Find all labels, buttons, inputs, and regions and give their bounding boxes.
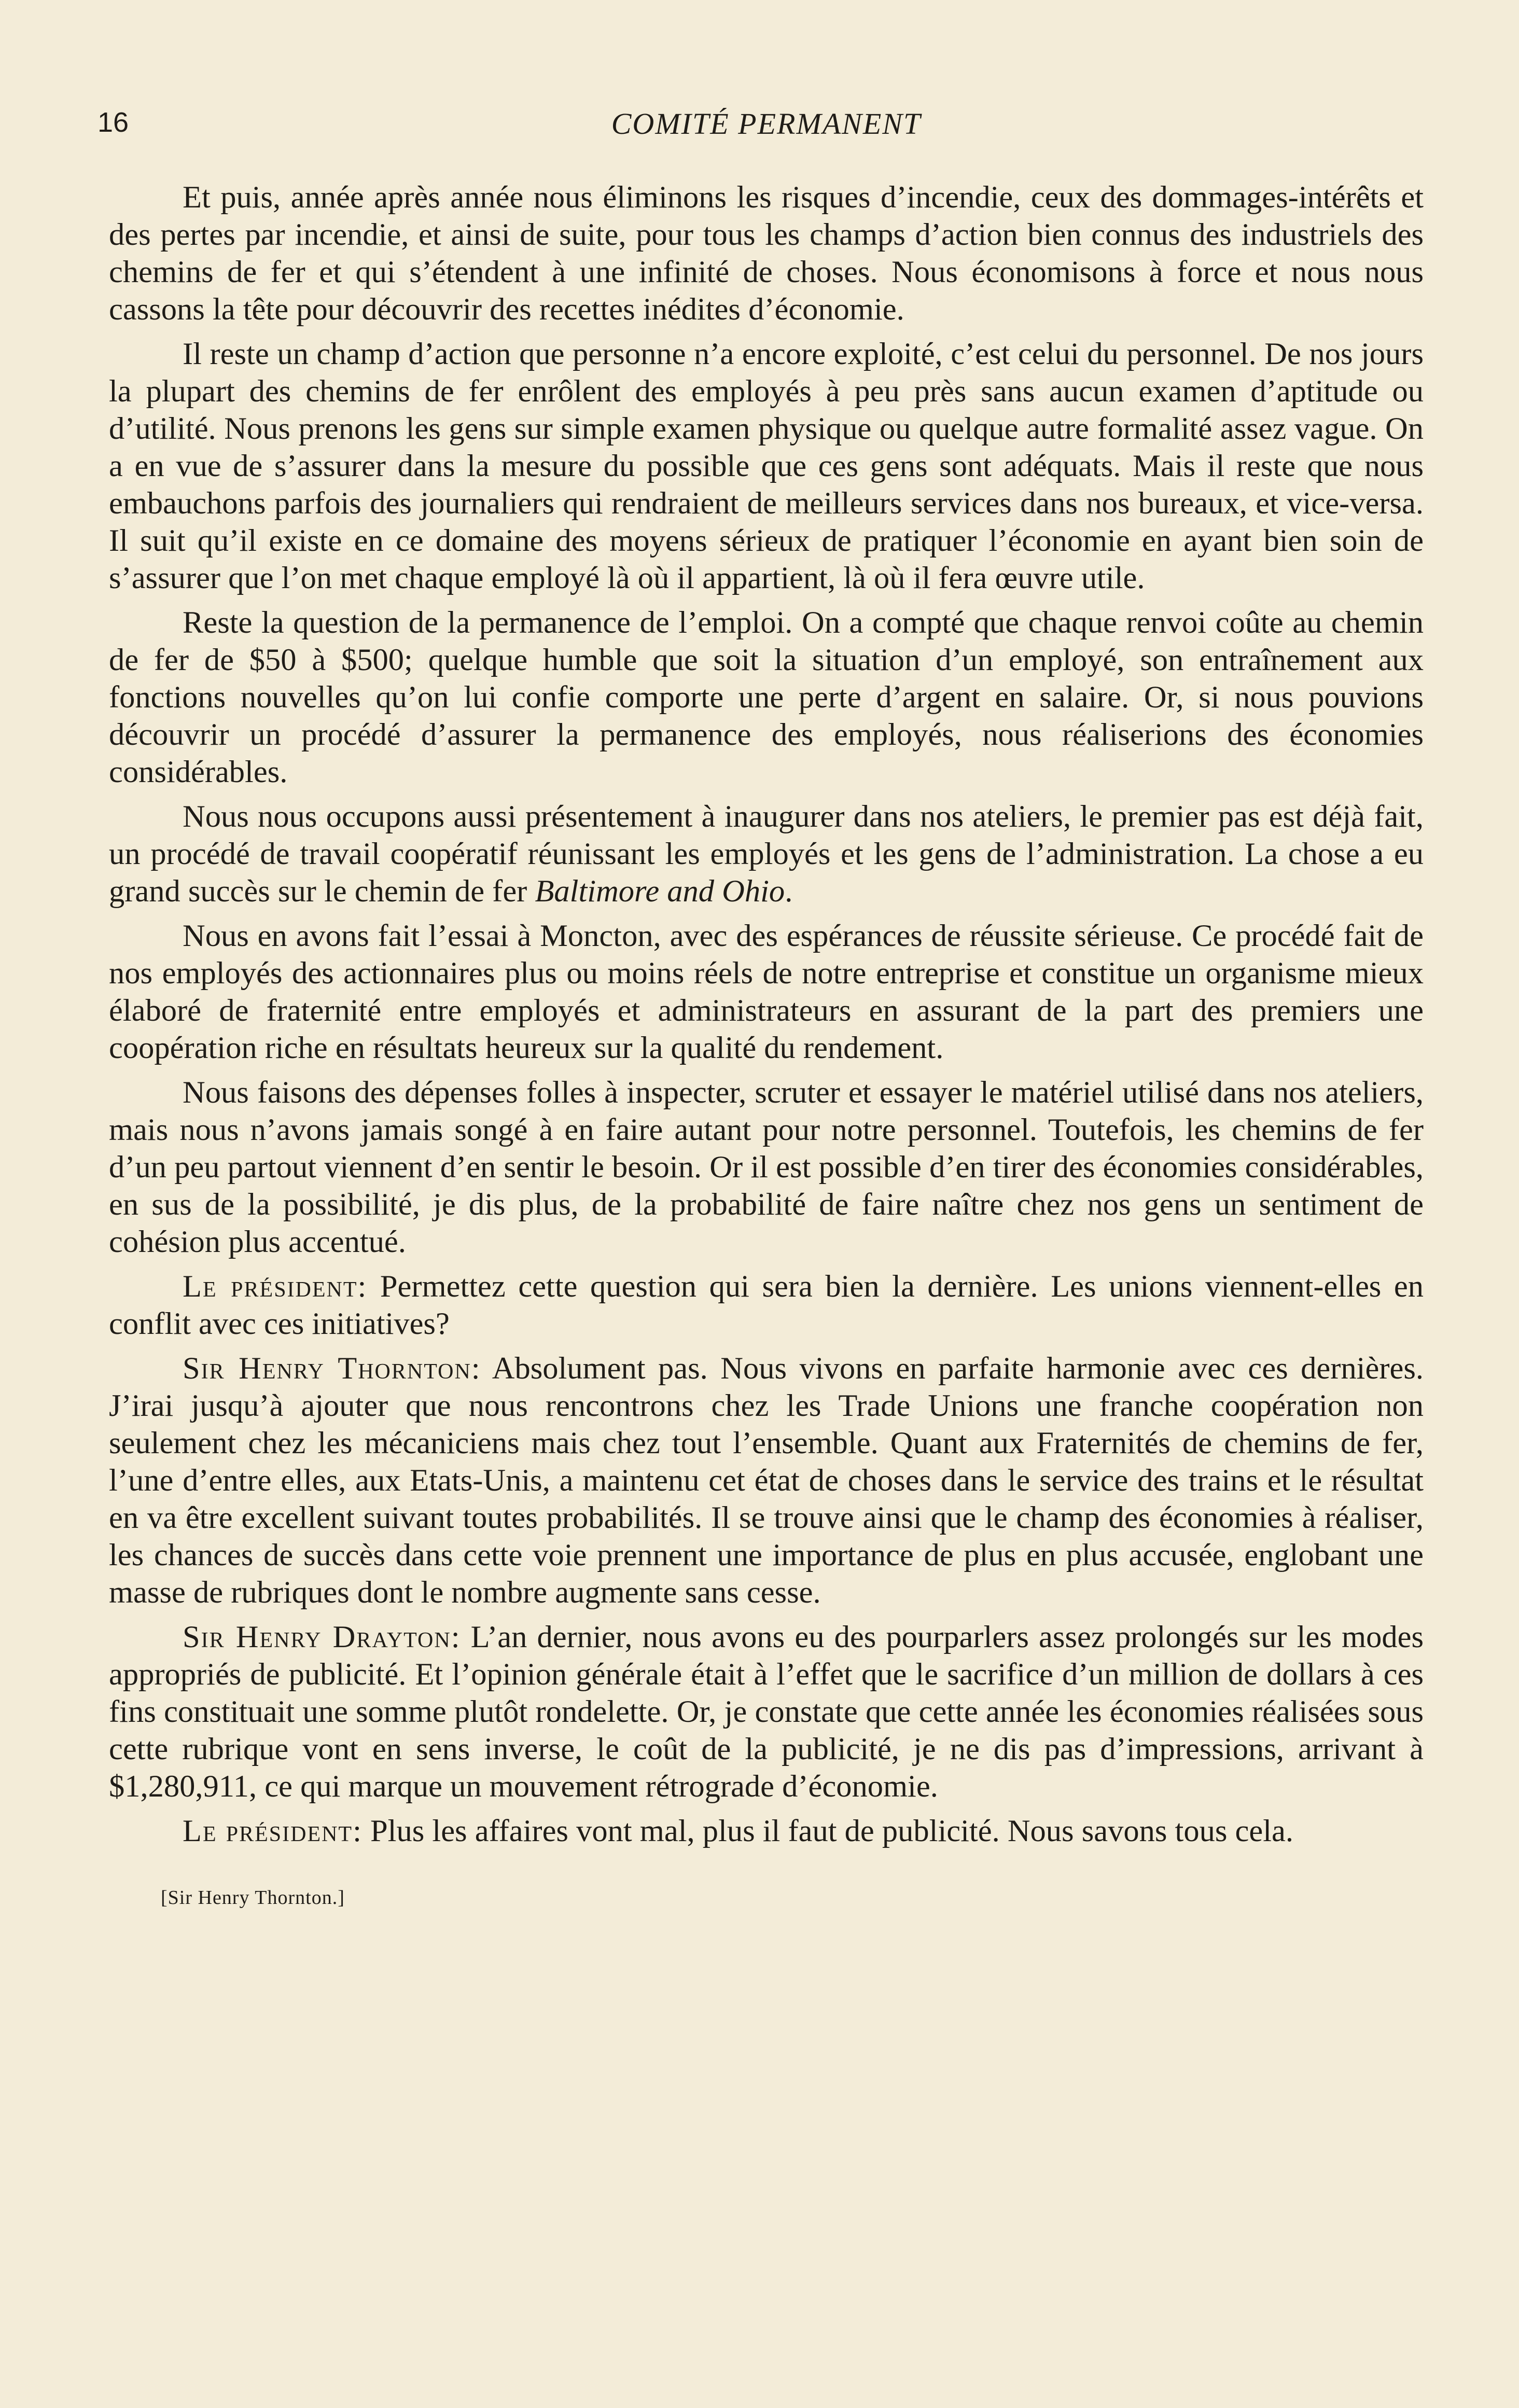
- paragraph-text: L’an dernier, nous avons eu des pourparlers assez prolongés sur les modes appropriés de publicité. Et l’opinion générale était à l’effet que le sacrifice d’un million de dollars à ces fins constituait une somme plutôt rondelette. Or, je constate que cette année les économies réalisées sous cette rubrique vont en sens inverse, le coût de la publicité, je ne dis pas d’impressions, arrivant à $1,280,911, ce qui marque un mouvement rétrograde d’économie.: [109, 1620, 1424, 1804]
- speaker-name: Sir Henry Thornton:: [183, 1351, 481, 1386]
- paragraph-9: [109, 1619, 1424, 1805]
- footer-note: [Sir Henry Thornton.]: [161, 1887, 345, 1909]
- paragraph-3: [109, 604, 1424, 791]
- paragraph-text: Permettez cette question qui sera bien la dernière. Les unions viennent-elles en conflit avec ces initiatives?: [109, 1269, 1424, 1341]
- paragraph-2: [109, 336, 1424, 597]
- paragraph-text-end: .: [785, 874, 793, 909]
- running-header: [97, 106, 1424, 153]
- paragraph-4: [109, 798, 1424, 910]
- paragraph-text: Plus les affaires vont mal, plus il faut de publicité. Nous savons tous cela.: [362, 1814, 1293, 1848]
- paragraph-1: [109, 179, 1424, 328]
- body-text: [109, 179, 1424, 1850]
- paragraph-text: Il reste un champ d’action que personne n’a encore exploité, c’est celui du personnel. De nos jours la plupart des chemins de fer enrôlent des employés à peu près sans aucun examen d’aptitude ou d’utilité. Nous prenons les gens sur simple examen physique ou quelque autre formalité assez vague. On a en vue de s’assurer dans la mesure du possible que ces gens sont adéquats. Mais il reste que nous embauchons parfois des journaliers qui rendraient de meilleurs services dans nos bureaux, et vice-versa. Il suit qu’il existe en ce domaine des moyens sérieux de pratiquer l’économie en ayant bien soin de s’assurer que l’on met chaque employé là où il appartient, là où il fera œuvre utile.: [109, 337, 1424, 595]
- paragraph-text: Nous nous occupons aussi présentement à inaugurer dans nos ateliers, le premier pas est déjà fait, un procédé de travail coopératif réunissant les employés et les gens de l’administration. La chose a eu grand succès sur le chemin de fer: [109, 799, 1424, 909]
- paragraph-text: Et puis, année après année nous éliminons les risques d’incendie, ceux des dommages-intérêts et des pertes par incendie, et ainsi de suite, pour tous les champs d’action bien connus des industriels des chemins de fer et qui s’étendent à une infinité de choses. Nous économisons à force et nous nous cassons la tête pour découvrir des recettes inédites d’économie.: [109, 180, 1424, 327]
- paragraph-text: Nous en avons fait l’essai à Moncton, avec des espérances de réussite sérieuse. Ce procédé fait de nos employés des actionnaires plus ou moins réels de notre entreprise et constitue un organisme mieux élaboré de fraternité entre employés et administrateurs en assurant de la part des premiers une coopération riche en résultats heureux sur la qualité du rendement.: [109, 918, 1424, 1065]
- paragraph-8: [109, 1350, 1424, 1611]
- speaker-name: Le président:: [183, 1814, 363, 1848]
- paragraph-text: Absolument pas. Nous vivons en parfaite harmonie avec ces dernières. J’irai jusqu’à ajouter que nous rencontrons chez les Trade Unions une franche coopération non seulement chez les mécaniciens mais chez tout l’ensemble. Quant aux Fraternités de chemins de fer, l’une d’entre elles, aux Etats-Unis, a maintenu cet état de choses dans le service des trains et le résultat en va être excellent suivant toutes probabilités. Il se trouve ainsi que le champ des économies à réaliser, les chances de succès dans cette voie prennent une importance de plus en plus accusée, englobant une masse de rubriques dont le nombre augmente sans cesse.: [109, 1351, 1424, 1610]
- paragraph-text: Reste la question de la permanence de l’emploi. On a compté que chaque renvoi coûte au chemin de fer de $50 à $500; quelque humble que soit la situation d’un employé, son entraînement aux fonctions nouvelles qu’on lui confie comporte une perte d’argent en salaire. Or, si nous pouvions découvrir un procédé d’assurer la permanence des employés, nous réaliserions des économies considérables.: [109, 605, 1424, 789]
- paragraph-6: [109, 1074, 1424, 1261]
- paragraph-10: [109, 1813, 1424, 1850]
- paragraph-5: [109, 917, 1424, 1067]
- paragraph-7: [109, 1268, 1424, 1343]
- railway-name: Baltimore and Ohio: [535, 874, 785, 909]
- page-number: 16: [97, 107, 129, 138]
- paragraph-text: Nous faisons des dépenses folles à inspecter, scruter et essayer le matériel utilisé dans nos ateliers, mais nous n’avons jamais songé à en faire autant pour notre personnel. Toutefois, les chemins de fer d’un peu partout viennent d’en sentir le besoin. Or il est possible d’en tirer des économies considérables, en sus de la possibilité, je dis plus, de la probabilité de faire naître chez nos gens un sentiment de cohésion plus accentué.: [109, 1075, 1424, 1259]
- speaker-name: Sir Henry Drayton:: [183, 1620, 461, 1654]
- document-page: [97, 106, 1424, 1909]
- speaker-name: Le président:: [183, 1269, 368, 1304]
- running-title: COMITÉ PERMANENT: [611, 107, 922, 141]
